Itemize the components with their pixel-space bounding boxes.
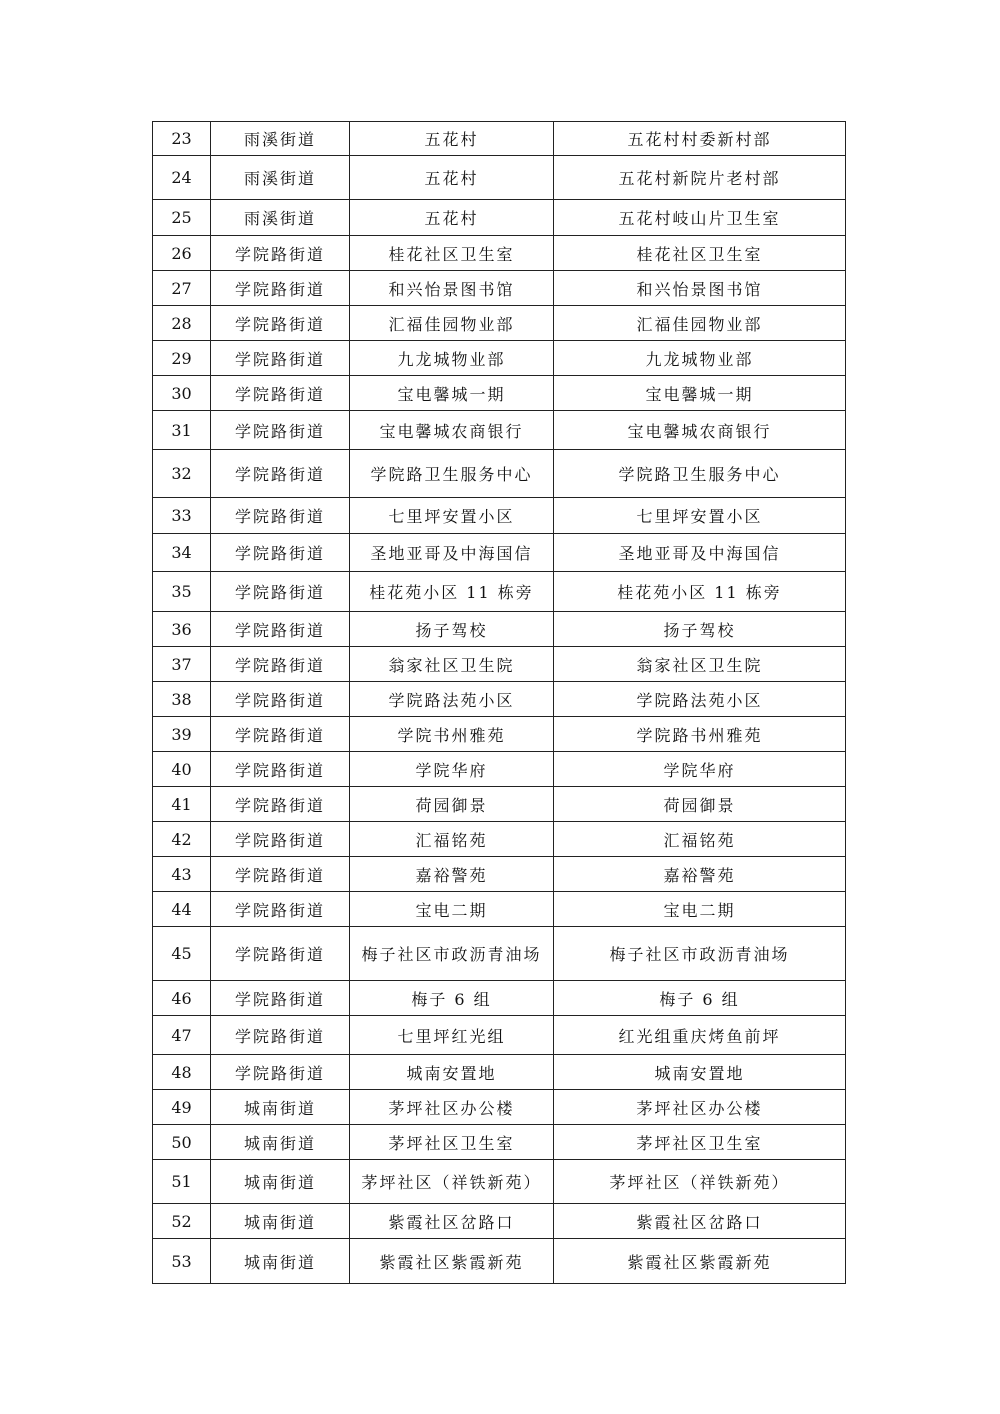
table-row [153,857,846,892]
site-name: 汇福铭苑 [350,822,554,857]
site-name: 七里坪红光组 [350,1016,554,1055]
site-location: 桂花苑小区 11 栋旁 [554,572,846,612]
site-name: 宝电二期 [350,892,554,927]
street-name: 学院路街道 [211,981,350,1016]
site-name: 学院华府 [350,752,554,787]
table-body [153,122,846,1284]
table-row [153,1160,846,1204]
street-name: 学院路街道 [211,752,350,787]
street-name: 学院路街道 [211,341,350,376]
table-row [153,752,846,787]
table-row [153,647,846,682]
street-name: 雨溪街道 [211,122,350,156]
site-location: 紫霞社区岔路口 [554,1204,846,1239]
site-name: 学院路法苑小区 [350,682,554,717]
street-name: 城南街道 [211,1125,350,1160]
site-location: 汇福佳园物业部 [554,306,846,341]
site-name: 桂花苑小区 11 栋旁 [350,572,554,612]
site-location: 桂花社区卫生室 [554,236,846,271]
row-number: 51 [153,1160,211,1204]
table-row [153,450,846,498]
data-table [152,121,846,1284]
table-row [153,534,846,572]
street-name: 学院路街道 [211,498,350,534]
row-number: 31 [153,411,211,450]
row-number: 41 [153,787,211,822]
row-number: 32 [153,450,211,498]
table-row [153,927,846,981]
site-name: 宝电馨城农商银行 [350,411,554,450]
street-name: 学院路街道 [211,857,350,892]
site-location: 扬子驾校 [554,612,846,647]
street-name: 雨溪街道 [211,200,350,236]
site-location: 五花村村委新村部 [554,122,846,156]
row-number: 26 [153,236,211,271]
row-number: 37 [153,647,211,682]
street-name: 城南街道 [211,1160,350,1204]
street-name: 学院路街道 [211,612,350,647]
table-row [153,892,846,927]
site-location: 翁家社区卫生院 [554,647,846,682]
street-name: 学院路街道 [211,236,350,271]
row-number: 49 [153,1090,211,1125]
row-number: 34 [153,534,211,572]
row-number: 24 [153,156,211,200]
row-number: 43 [153,857,211,892]
row-number: 36 [153,612,211,647]
row-number: 35 [153,572,211,612]
table-row [153,236,846,271]
site-location: 五花村新院片老村部 [554,156,846,200]
site-name: 茅坪社区（祥铁新苑） [350,1160,554,1204]
site-name: 梅子社区市政沥青油场 [350,927,554,981]
table-row [153,717,846,752]
table-row [153,122,846,156]
site-location: 嘉裕警苑 [554,857,846,892]
row-number: 25 [153,200,211,236]
site-name: 五花村 [350,200,554,236]
site-name: 五花村 [350,156,554,200]
table-row [153,1055,846,1090]
table-row [153,1204,846,1239]
street-name: 学院路街道 [211,450,350,498]
site-location: 圣地亚哥及中海国信 [554,534,846,572]
street-name: 学院路街道 [211,306,350,341]
site-location: 九龙城物业部 [554,341,846,376]
site-location: 城南安置地 [554,1055,846,1090]
site-location: 学院路法苑小区 [554,682,846,717]
table-row [153,981,846,1016]
row-number: 53 [153,1239,211,1284]
site-name: 汇福佳园物业部 [350,306,554,341]
site-location: 宝电馨城一期 [554,376,846,411]
table-row [153,572,846,612]
street-name: 学院路街道 [211,822,350,857]
street-name: 城南街道 [211,1239,350,1284]
site-location: 红光组重庆烤鱼前坪 [554,1016,846,1055]
site-name: 紫霞社区紫霞新苑 [350,1239,554,1284]
site-name: 九龙城物业部 [350,341,554,376]
site-name: 和兴怡景图书馆 [350,271,554,306]
site-location: 梅子 6 组 [554,981,846,1016]
table-row [153,612,846,647]
row-number: 29 [153,341,211,376]
site-location: 紫霞社区紫霞新苑 [554,1239,846,1284]
table-row [153,1090,846,1125]
street-name: 学院路街道 [211,892,350,927]
table-row [153,306,846,341]
table-row [153,156,846,200]
site-name: 圣地亚哥及中海国信 [350,534,554,572]
row-number: 33 [153,498,211,534]
table-row [153,682,846,717]
street-name: 学院路街道 [211,647,350,682]
site-location: 宝电馨城农商银行 [554,411,846,450]
street-name: 学院路街道 [211,572,350,612]
table-row [153,341,846,376]
table-row [153,411,846,450]
row-number: 47 [153,1016,211,1055]
row-number: 42 [153,822,211,857]
row-number: 30 [153,376,211,411]
street-name: 学院路街道 [211,717,350,752]
site-location: 汇福铭苑 [554,822,846,857]
site-location: 荷园御景 [554,787,846,822]
site-location: 学院路卫生服务中心 [554,450,846,498]
street-name: 城南街道 [211,1090,350,1125]
row-number: 23 [153,122,211,156]
table-row [153,376,846,411]
site-location: 梅子社区市政沥青油场 [554,927,846,981]
street-name: 学院路街道 [211,271,350,306]
site-location: 五花村岐山片卫生室 [554,200,846,236]
street-name: 学院路街道 [211,927,350,981]
site-location: 茅坪社区（祥铁新苑） [554,1160,846,1204]
street-name: 学院路街道 [211,787,350,822]
site-name: 学院书州雅苑 [350,717,554,752]
street-name: 雨溪街道 [211,156,350,200]
site-name: 紫霞社区岔路口 [350,1204,554,1239]
site-name: 扬子驾校 [350,612,554,647]
row-number: 38 [153,682,211,717]
street-name: 学院路街道 [211,1016,350,1055]
street-name: 学院路街道 [211,376,350,411]
street-name: 城南街道 [211,1204,350,1239]
row-number: 28 [153,306,211,341]
table-row [153,200,846,236]
site-location: 茅坪社区卫生室 [554,1125,846,1160]
street-name: 学院路街道 [211,1055,350,1090]
site-location: 宝电二期 [554,892,846,927]
row-number: 45 [153,927,211,981]
site-location: 茅坪社区办公楼 [554,1090,846,1125]
row-number: 50 [153,1125,211,1160]
site-name: 宝电馨城一期 [350,376,554,411]
table-row [153,498,846,534]
row-number: 46 [153,981,211,1016]
row-number: 48 [153,1055,211,1090]
site-name: 七里坪安置小区 [350,498,554,534]
site-location: 学院路书州雅苑 [554,717,846,752]
table-row [153,271,846,306]
row-number: 27 [153,271,211,306]
site-name: 翁家社区卫生院 [350,647,554,682]
site-name: 茅坪社区卫生室 [350,1125,554,1160]
table-row [153,1125,846,1160]
row-number: 40 [153,752,211,787]
site-name: 学院路卫生服务中心 [350,450,554,498]
site-name: 五花村 [350,122,554,156]
site-name: 梅子 6 组 [350,981,554,1016]
street-name: 学院路街道 [211,411,350,450]
site-name: 桂花社区卫生室 [350,236,554,271]
row-number: 44 [153,892,211,927]
row-number: 52 [153,1204,211,1239]
table-row [153,822,846,857]
site-name: 茅坪社区办公楼 [350,1090,554,1125]
table-row [153,1016,846,1055]
table-row [153,1239,846,1284]
site-location: 七里坪安置小区 [554,498,846,534]
site-name: 荷园御景 [350,787,554,822]
site-location: 和兴怡景图书馆 [554,271,846,306]
street-name: 学院路街道 [211,682,350,717]
table-row [153,787,846,822]
site-location: 学院华府 [554,752,846,787]
street-name: 学院路街道 [211,534,350,572]
site-name: 嘉裕警苑 [350,857,554,892]
row-number: 39 [153,717,211,752]
site-name: 城南安置地 [350,1055,554,1090]
